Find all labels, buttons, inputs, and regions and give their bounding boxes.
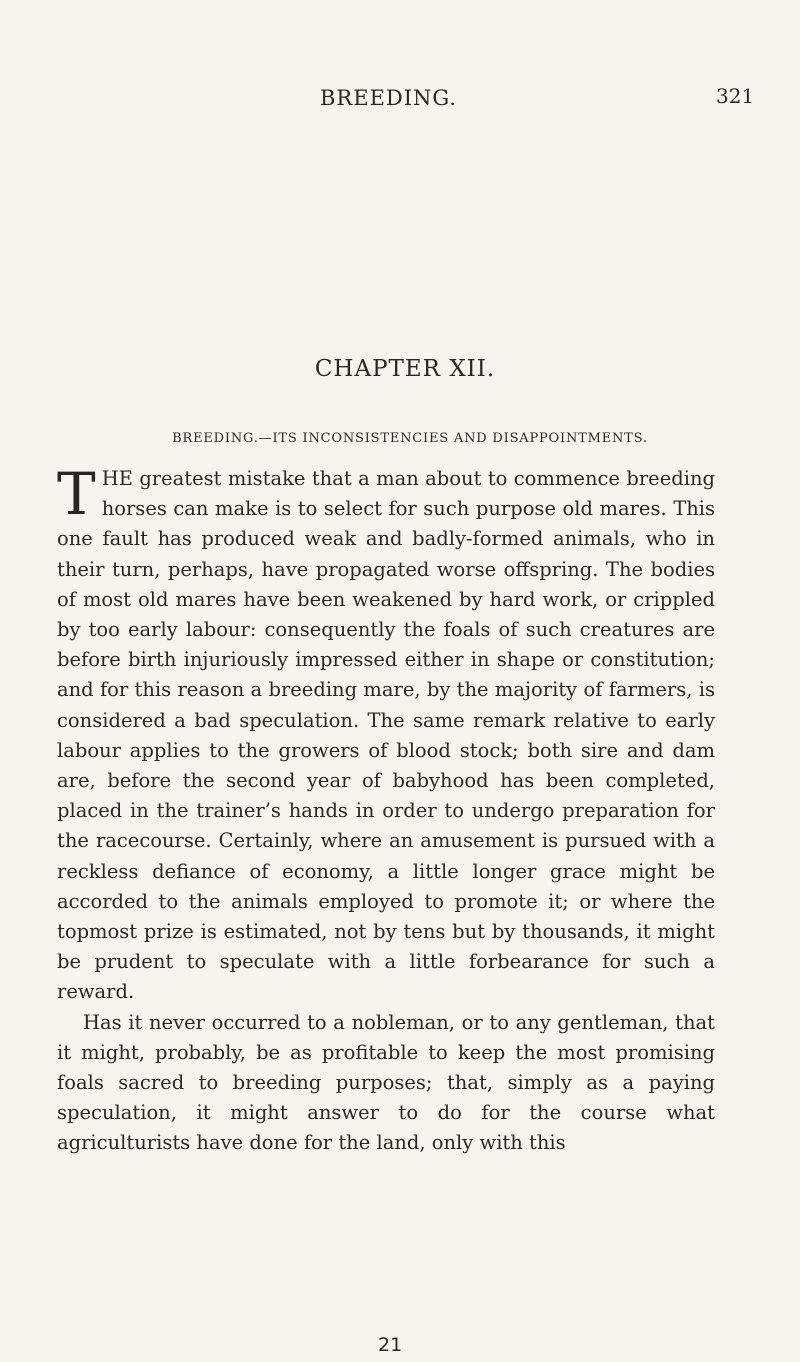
body-text [57,460,715,1159]
signature-mark: 21 [378,1334,403,1356]
running-head: BREEDING. [320,86,458,110]
chapter-title: CHAPTER XII. [314,356,496,382]
drop-cap: T [57,460,96,528]
chapter-subtitle: BREEDING.—ITS INCONSISTENCIES AND DISAPPOINTMENTS. [172,431,648,446]
paragraph-1-text: HE greatest mistake that a man about to commence breeding horses can make is to select for such purpose old mares. This one fault has produced weak and badly-formed animals, who in their turn, perhaps, have propagated worse offspring. The bodies of most old mares have been weakened by hard work, or crippled by too early labour: consequently the foals of such creatures are before birth injuriously impressed either in shape or constitution; and for this reason a breeding mare, by the majority of farmers, is considered a bad speculation. The same remark relative to early labour applies to the growers of blood stock; both sire and dam are, before the second year of babyhood has been completed, placed in the trainer’s hands in order to undergo preparation for the racecourse. Certainly, where an amusement is pursued with a reckless defiance of economy, a little longer grace might be accorded to the animals employed to promote it; or where the topmost prize is estimated, not by tens but by thousands, it might be prudent to speculate with a little forbearance for such a reward. [57,467,715,1004]
page-number: 321 [716,84,755,108]
paragraph-1 [57,460,715,1008]
paragraph-2: Has it never occurred to a nobleman, or to any gentleman, that it might, probably, be as profitable to keep the most promising foals sacred to breeding purposes; that, simply as a paying speculation, it might answer to do for the course what agriculturists have done for the land, only with this [57,1010,715,1155]
